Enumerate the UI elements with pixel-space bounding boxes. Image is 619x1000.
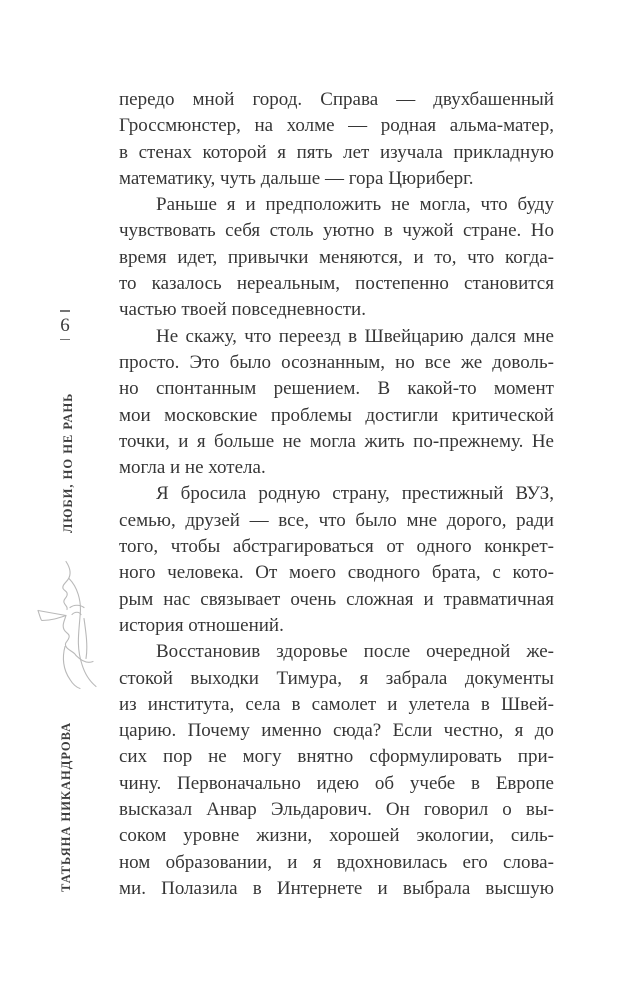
word: мной (192, 89, 235, 110)
text-block (119, 87, 554, 902)
word: того, (119, 536, 159, 558)
word: когда- (504, 246, 554, 268)
word: конкрет- (484, 536, 554, 558)
word: Восстановив (156, 641, 261, 663)
page-number-top-dash (60, 310, 70, 312)
word: я (514, 720, 524, 742)
word: Европе (495, 772, 554, 794)
word: предположить (265, 194, 382, 216)
text-line (119, 876, 554, 902)
text-line: частью твоей повседневности. (119, 299, 366, 321)
text-line (119, 245, 554, 271)
word: столь (269, 220, 314, 242)
word: самолет (311, 693, 377, 715)
word: родную (258, 483, 321, 505)
word: все (424, 351, 451, 373)
book-title-vertical: ЛЮБИ, НО НЕ РАНЬ (61, 392, 75, 533)
word: говорил (423, 799, 489, 821)
word: чтобы (170, 536, 221, 558)
word: по-прежнему. (413, 430, 524, 452)
word: хорошей (329, 825, 400, 847)
word: не (208, 746, 227, 768)
word: и (178, 430, 189, 452)
word: нас (163, 588, 191, 610)
word: ном (119, 851, 151, 873)
word: соком (119, 825, 167, 847)
word: Я (156, 483, 169, 505)
text-line (119, 639, 554, 665)
text-line (119, 87, 554, 113)
word: очередной (426, 641, 511, 663)
word: могу (242, 746, 282, 768)
text-line: математику, чуть дальше — гора Цюриберг. (119, 167, 474, 189)
word: уютно (323, 220, 375, 242)
word: то, (434, 246, 457, 268)
word: жизни, (256, 825, 313, 847)
word: Не (531, 430, 554, 452)
word: то (119, 273, 137, 295)
word: лет (343, 141, 370, 163)
word: Тимура, (276, 667, 342, 689)
word: идет, (177, 246, 218, 268)
word: Первоначально (177, 772, 301, 794)
word: пять (296, 141, 333, 163)
word: могла (309, 430, 356, 452)
word: в (480, 693, 490, 715)
text-line (119, 429, 554, 455)
text-line (119, 350, 554, 376)
word: до (534, 720, 554, 742)
word: и (287, 851, 298, 873)
word: на (254, 115, 274, 137)
word: передо (119, 89, 175, 110)
word: не (282, 430, 302, 452)
word: после (363, 641, 411, 663)
word: город. (252, 89, 303, 110)
word: московские (164, 404, 258, 426)
word: одного (416, 536, 472, 558)
word: Интернете (276, 877, 363, 899)
word: Гроссмюнстер, (119, 115, 241, 137)
word: родная (380, 115, 437, 137)
text-line (119, 850, 554, 876)
word: Он (385, 799, 410, 821)
word: из (119, 693, 137, 715)
text-line (119, 271, 554, 297)
word: уровне (183, 825, 240, 847)
paragraph (119, 639, 554, 902)
word: время (119, 246, 167, 268)
page-number: 6 (60, 314, 70, 336)
word: чувствовать (119, 220, 216, 242)
word: семью, (119, 509, 176, 531)
word: я (277, 141, 287, 163)
word: Почему (187, 720, 250, 742)
word: выбрала (402, 877, 471, 899)
word: экологии, (416, 825, 495, 847)
word: стокой (119, 667, 173, 689)
word: прикладную (453, 141, 554, 163)
text-line (119, 324, 554, 350)
word: сложная (346, 588, 414, 610)
word: человека. (167, 562, 244, 584)
word: чину. (119, 772, 162, 794)
text-line (119, 771, 554, 797)
text-line (119, 376, 554, 402)
word: мне (406, 509, 438, 531)
word: об (374, 772, 395, 794)
word: было (229, 351, 272, 373)
word: пор (163, 746, 193, 768)
word: которой (202, 141, 267, 163)
text-line: история отношений. (119, 614, 284, 636)
text-line (119, 218, 554, 244)
word: учебе (409, 772, 456, 794)
text-line (119, 192, 554, 218)
word: изучала (379, 141, 443, 163)
word: — (396, 89, 416, 110)
word: престижный (401, 483, 504, 505)
word: высшую (485, 877, 554, 899)
word: холме (286, 115, 335, 137)
word: царию. (119, 720, 177, 742)
word: его (462, 851, 488, 873)
word: Раньше (156, 194, 217, 216)
text-line (119, 744, 554, 770)
word: но (119, 378, 139, 400)
text-line (119, 113, 554, 139)
word: Швей- (500, 693, 554, 715)
word: критической (451, 404, 554, 426)
word: в (291, 693, 301, 715)
text-line (119, 797, 554, 823)
page-number-block (52, 306, 78, 344)
text-line (119, 508, 554, 534)
word: В (377, 378, 391, 400)
word: в (383, 220, 393, 242)
word: чужой (402, 220, 454, 242)
word: честно, (443, 720, 504, 742)
word: здоровье (276, 641, 348, 663)
page-number-bottom-dash (60, 339, 70, 341)
word: Эльдарович. (270, 799, 372, 821)
word: меняются, (319, 246, 403, 268)
word: страну, (332, 483, 390, 505)
text-line (119, 560, 554, 586)
word: выходки (190, 667, 259, 689)
word: могла, (419, 194, 471, 216)
word: Это (189, 351, 220, 373)
word: что (480, 194, 508, 216)
word: точки, (119, 430, 170, 452)
word: буду (517, 194, 554, 216)
word: ми. (119, 877, 146, 899)
word: я (196, 430, 206, 452)
text-line (119, 823, 554, 849)
word: сформулировать (369, 746, 502, 768)
word: брата, (431, 562, 481, 584)
word: было (355, 509, 397, 531)
word: От (255, 562, 278, 584)
word: же (460, 351, 483, 373)
word: о (502, 799, 512, 821)
word: рым (119, 588, 154, 610)
word: от (386, 536, 404, 558)
word: я (359, 667, 369, 689)
text-line (119, 692, 554, 718)
word: силь- (510, 825, 554, 847)
word: но (395, 351, 415, 373)
text-line: могла и не хотела. (119, 457, 266, 479)
word: осознанным, (281, 351, 385, 373)
word: — (348, 115, 368, 137)
word: и (245, 194, 256, 216)
paragraph (119, 192, 554, 323)
word: абстрагироваться (232, 536, 374, 558)
paragraph (119, 87, 554, 192)
word: что (467, 246, 495, 268)
text-line (119, 666, 554, 692)
word: связывает (200, 588, 281, 610)
word: больше (214, 430, 275, 452)
word: травматичная (443, 588, 554, 610)
word: мои (119, 404, 151, 426)
text-line (119, 481, 554, 507)
word: становится (464, 273, 554, 295)
word: вдохновилась (336, 851, 448, 873)
word: внятно (297, 746, 354, 768)
word: в (252, 877, 262, 899)
word: вы- (525, 799, 554, 821)
word: Швейцарию (364, 325, 464, 347)
word: себя (225, 220, 261, 242)
author-name-vertical: ТАТЬЯНА НИКАНДРОВА (59, 721, 73, 892)
word: что (244, 325, 272, 347)
word: слова- (503, 851, 554, 873)
word: двухбашенный (433, 89, 554, 110)
word: именно (261, 720, 322, 742)
word: и (387, 693, 398, 715)
word: постепенно (355, 273, 449, 295)
word: мне (523, 325, 554, 347)
word: скажу, (185, 325, 237, 347)
word: все, (278, 509, 309, 531)
word: идею (316, 772, 360, 794)
word: стране. (463, 220, 522, 242)
word: альма-матер, (449, 115, 554, 137)
word: и (423, 588, 434, 610)
word: Полазила (161, 877, 238, 899)
text-line (119, 587, 554, 613)
word: Справа (320, 89, 379, 110)
paragraph (119, 481, 554, 639)
word: какой-то (407, 378, 477, 400)
word: сводного (347, 562, 421, 584)
word: бросила (180, 483, 247, 505)
word: села (245, 693, 281, 715)
word: стенах (138, 141, 192, 163)
word: сих (119, 746, 148, 768)
word: же- (526, 641, 554, 663)
word: кото- (512, 562, 554, 584)
word: проблемы (270, 404, 352, 426)
word: очень (290, 588, 337, 610)
word: образовании, (165, 851, 273, 873)
paragraph (119, 324, 554, 482)
word: Если (392, 720, 433, 742)
word: сюда? (333, 720, 382, 742)
word: достигли (365, 404, 439, 426)
word: не (391, 194, 410, 216)
word: моего (289, 562, 337, 584)
word: документы (464, 667, 554, 689)
word: решением. (273, 378, 361, 400)
word: высказал (119, 799, 193, 821)
word: Не (156, 325, 179, 347)
word: и (377, 877, 388, 899)
word: переезд (278, 325, 341, 347)
word: улетела (408, 693, 470, 715)
word: я (312, 851, 322, 873)
text-line (119, 140, 554, 166)
word: в (348, 325, 358, 347)
word: привычки (227, 246, 309, 268)
text-line (119, 534, 554, 560)
word: забрала (385, 667, 448, 689)
word: с (492, 562, 501, 584)
word: при- (517, 746, 554, 768)
word: в (471, 772, 481, 794)
word: института, (147, 693, 235, 715)
word: казалось (151, 273, 222, 295)
face-sketch-icon (32, 556, 112, 696)
word: ради (516, 509, 554, 531)
word: в (119, 141, 128, 163)
word: доволь- (492, 351, 554, 373)
word: нереальным, (236, 273, 341, 295)
word: что (318, 509, 346, 531)
word: ВУЗ, (515, 483, 554, 505)
text-line (119, 718, 554, 744)
word: друзей (185, 509, 240, 531)
word: — (249, 509, 269, 531)
word: момент (493, 378, 554, 400)
word: я (226, 194, 236, 216)
word: дался (471, 325, 516, 347)
word: Анвар (206, 799, 257, 821)
word: жить (364, 430, 405, 452)
word: просто. (119, 351, 180, 373)
word: дорого, (446, 509, 507, 531)
word: Но (530, 220, 554, 242)
word: ного (119, 562, 156, 584)
text-line (119, 403, 554, 429)
word: и (413, 246, 424, 268)
word: спонтанным (155, 378, 257, 400)
